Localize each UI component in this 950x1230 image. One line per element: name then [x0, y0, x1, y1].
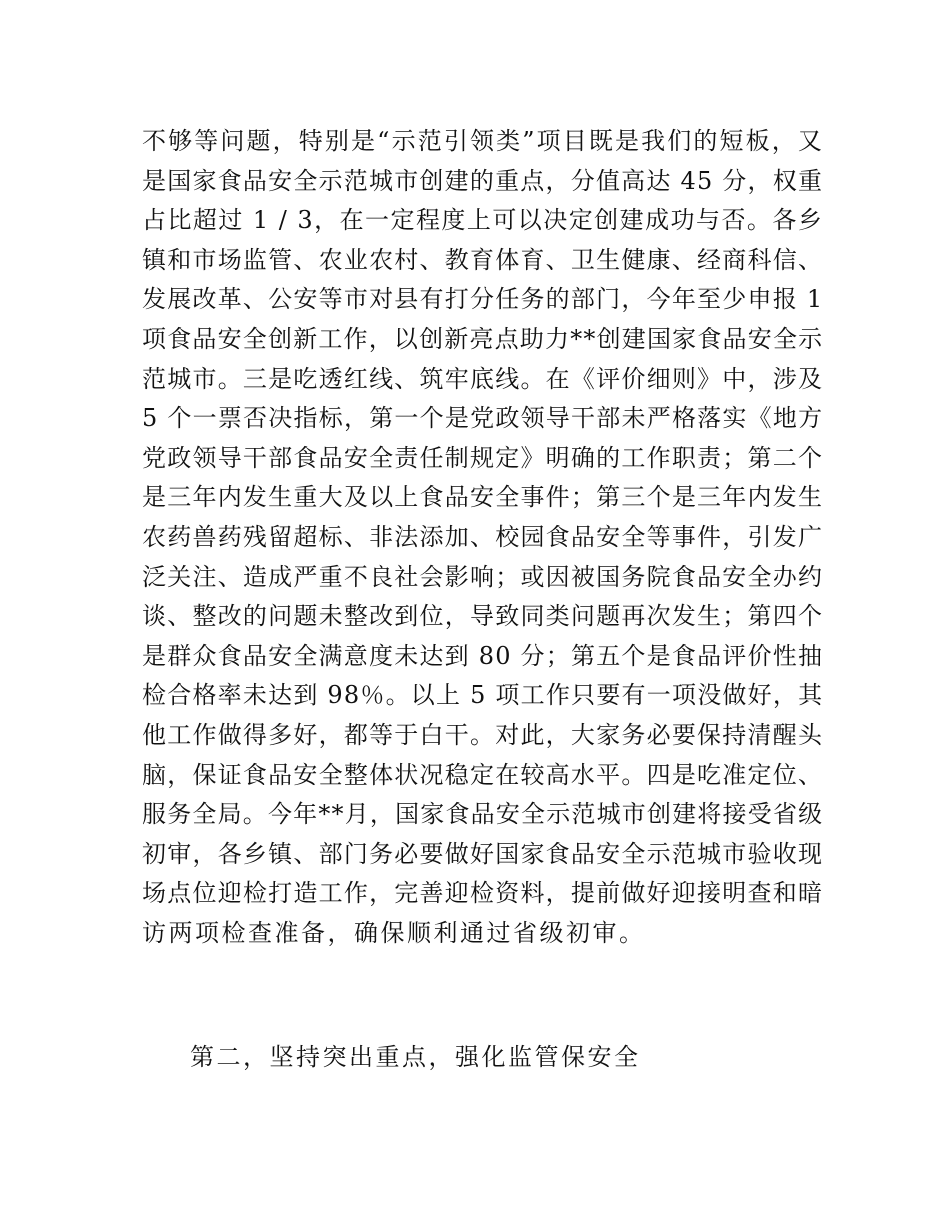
- paragraph-line: 党政领导干部食品安全责任制规定》明确的工作职责；第二个: [142, 443, 824, 472]
- paragraph-line: 服务全局。今年**月，国家食品安全示范城市创建将接受省级: [142, 800, 824, 829]
- paragraph-line: 脑，保证食品安全整体状况稳定在较高水平。四是吃准定位、: [142, 760, 824, 789]
- paragraph-line: 是国家食品安全示范城市创建的重点，分值高达 45 分，权重: [142, 166, 824, 195]
- paragraph-line: 范城市。三是吃透红线、筑牢底线。在《评价细则》中，涉及: [142, 364, 824, 393]
- paragraph-line: 泛关注、造成严重不良社会影响；或因被国务院食品安全办约: [142, 562, 824, 591]
- paragraph-line: 谈、整改的问题未整改到位，导致同类问题再次发生；第四个: [142, 602, 824, 631]
- paragraph-line: 镇和市场监管、农业农村、教育体育、卫生健康、经商科信、: [142, 245, 824, 274]
- paragraph-line: 是三年内发生重大及以上食品安全事件；第三个是三年内发生: [142, 483, 824, 512]
- paragraph-line: 5 个一票否决指标，第一个是党政领导干部未严格落实《地方: [142, 404, 824, 433]
- paragraph-line: 不够等问题，特别是“示范引领类”项目既是我们的短板，又: [142, 127, 825, 155]
- paragraph-line: 是群众食品安全满意度未达到 80 分；第五个是食品评价性抽: [142, 641, 824, 670]
- paragraph-line: 项食品安全创新工作，以创新亮点助力**创建国家食品安全示: [142, 324, 824, 353]
- paragraph-line: 场点位迎检打造工作，完善迎检资料，提前做好迎接明查和暗: [142, 879, 824, 908]
- paragraph-line: 检合格率未达到 98％。以上 5 项工作只要有一项没做好，其: [142, 681, 824, 710]
- paragraph-line: 他工作做得多好，都等于白干。对此，大家务必要保持清醒头: [142, 720, 824, 749]
- body-paragraph: [142, 122, 825, 953]
- paragraph-line: 农药兽药残留超标、非法添加、校园食品安全等事件，引发广: [142, 522, 824, 551]
- paragraph-line: 访两项检查准备，确保顺利通过省级初审。: [142, 918, 646, 947]
- paragraph-line: 发展改革、公安等市对县有打分任务的部门，今年至少申报 1: [142, 285, 824, 314]
- paragraph-line: 占比超过 1 / 3，在一定程度上可以决定创建成功与否。各乡: [142, 206, 824, 235]
- paragraph-line: 初审，各乡镇、部门务必要做好国家食品安全示范城市验收现: [142, 839, 824, 868]
- section-heading: 第二，坚持突出重点，强化监管保安全: [190, 1043, 641, 1071]
